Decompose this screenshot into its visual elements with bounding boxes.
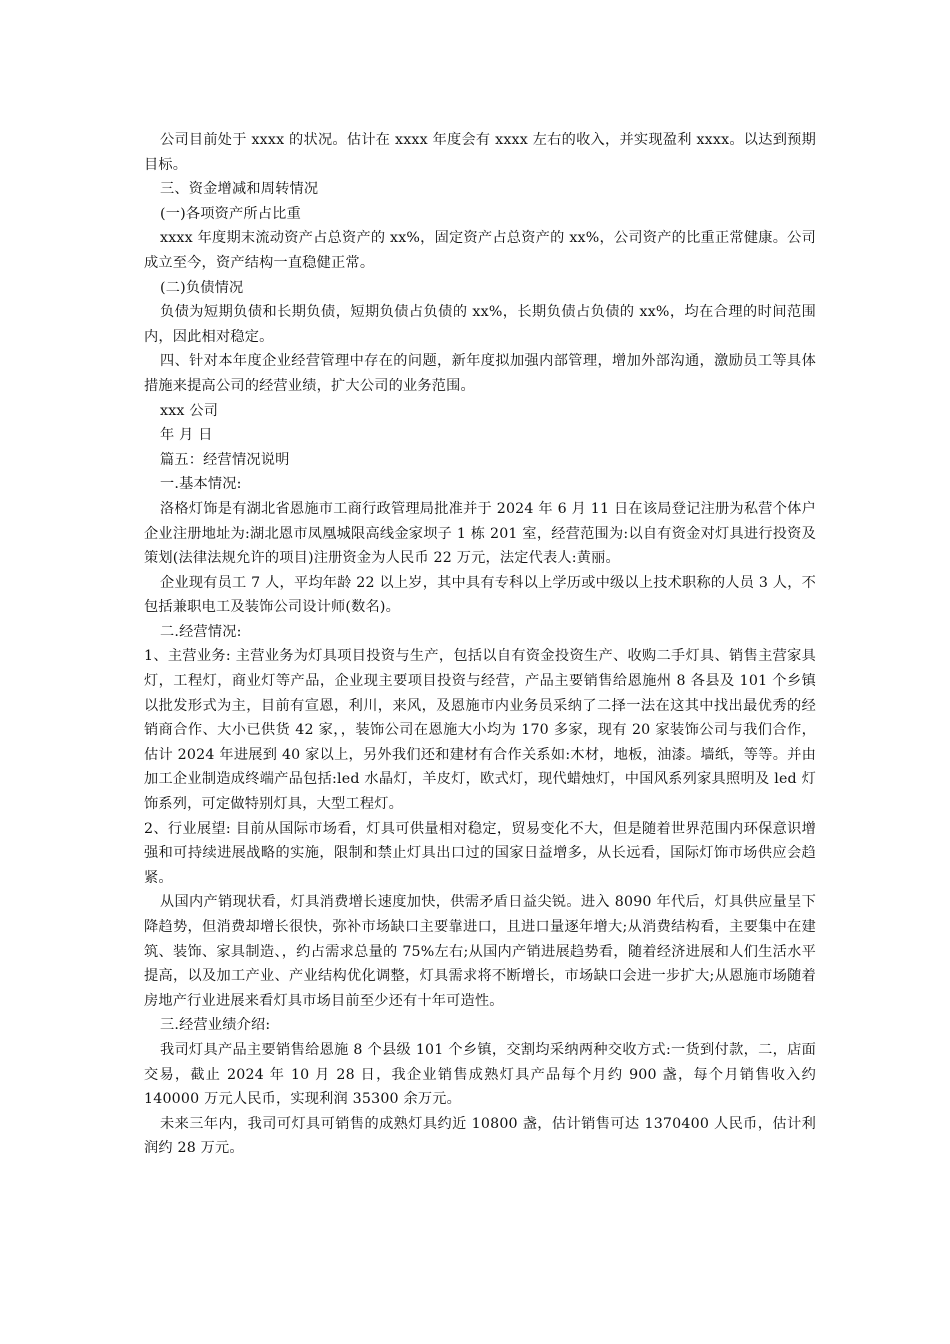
paragraph: 我司灯具产品主要销售给恩施 8 个县级 101 个乡镇，交割均采纳两种交收方式:一货到付款，二，店面交易，截止 2024 年 10 月 28 日，我企业销售成熟灯具产品每个月约 900 盏，每个月销售收入约 140000 万元人民币，实现利润 35300 余万元。 [144,1041,816,1108]
paragraph: 2、行业展望: 目前从国际市场看，灯具可供量相对稳定，贸易变化不大，但是随着世界范围内环保意识增强和可持续进展战略的实施，限制和禁止灯具出口过的国家日益增多，从长远看，国际灯饰市场供应会趋紧。 [144,820,816,886]
section-heading: 三、资金增减和周转情况 [160,181,319,198]
paragraph: 企业现有员工 7 人，平均年龄 22 以上岁，其中具有专科以上学历或中级以上技术职称的人员 3 人，不包括兼职电工及装饰公司设计师(数名)。 [144,574,816,616]
section-heading: 一.基本情况: [160,476,242,493]
paragraph: 四、针对本年度企业经营管理中存在的问题，新年度拟加强内部管理，增加外部沟通，激励员工等具体措施来提高公司的经营业绩，扩大公司的业务范围。 [144,353,816,394]
document-body [144,128,816,1161]
paragraph: 从国内产销现状看，灯具消费增长速度加快，供需矛盾日益尖锐。进入 8090 年代后，灯具供应量呈下降趋势，但消费却增长很快，弥补市场缺口主要靠进口，且进口量逐年增大;从消费结构看，主要集中在建筑、装饰、家具制造、，约占需求总量的 75%左右;从国内产销进展趋势看，随着经济进展和人们生活水平提高，以及加工产业、产业结构优化调整，灯具需求将不断增长，市场缺口会进一步扩大;从恩施市场随着房地产行业进展来看灯具市场目前至少还有十年可造性。 [144,894,816,1009]
section-heading: 三.经营业绩介绍: [160,1017,271,1034]
paragraph: xxxx 年度期末流动资产占总资产的 xx%，固定资产占总资产的 xx%，公司资产的比重正常健康。公司成立至今，资产结构一直稳健正常。 [144,230,816,271]
signature-date: 年 月 日 [160,427,213,444]
paragraph: 1、主营业务: 主营业务为灯具项目投资与生产，包括以自有资金投资生产、收购二手灯具、销售主营家具灯，工程灯，商业灯等产品，企业现主要项目投资与经营，产品主要销售给恩施州 8 各县及 101 个乡镇以批发形式为主，目前有宣恩，利川，来风，及恩施市内业务员采纳了二择一法在这其中找出最优秀的经销商合作、大小已供货 42 家，，装饰公司在恩施大小均为 170 多家，现有 20 家装饰公司与我们合作，估计 2024 年进展到 40 家以上，另外我们还和建材有合作关系如:木材，地板，油漆。墙纸，等等。并由加工企业制造成终端产品包括:led 水晶灯，羊皮灯，欧式灯，现代蜡烛灯，中国风系列家具照明及 led 灯饰系列，可定做特别灯具，大型工程灯。 [144,648,816,813]
paragraph: 洛格灯饰是有湖北省恩施市工商行政管理局批准并于 2024 年 6 月 11 日在该局登记注册为私营个体户企业注册地址为:湖北恩市凤凰城限高线金家坝子 1 栋 201 室，经营范围为:以自有资金对灯具进行投资及策划(法律法规允许的项目)注册资金为人民币 22 万元，法定代表人:黄丽。 [144,500,816,567]
signature-company: xxx 公司 [160,402,219,419]
subsection-heading: (一)各项资产所占比重 [160,205,301,222]
paragraph: 公司目前处于 xxxx 的状况。估计在 xxxx 年度会有 xxxx 左右的收入，并实现盈利 xxxx。以达到预期目标。 [144,132,816,173]
paragraph: 未来三年内，我司可灯具可销售的成熟灯具约近 10800 盏，估计销售可达 1370400 人民币，估计利润约 28 万元。 [144,1115,816,1157]
paragraph: 负债为短期负债和长期负债，短期负债占负债的 xx%，长期负债占负债的 xx%，均在合理的时间范围内，因此相对稳定。 [144,304,816,345]
chapter-title: 篇五：经营情况说明 [160,451,290,468]
subsection-heading: (二)负债情况 [160,279,244,296]
section-heading: 二.经营情况: [160,623,242,640]
